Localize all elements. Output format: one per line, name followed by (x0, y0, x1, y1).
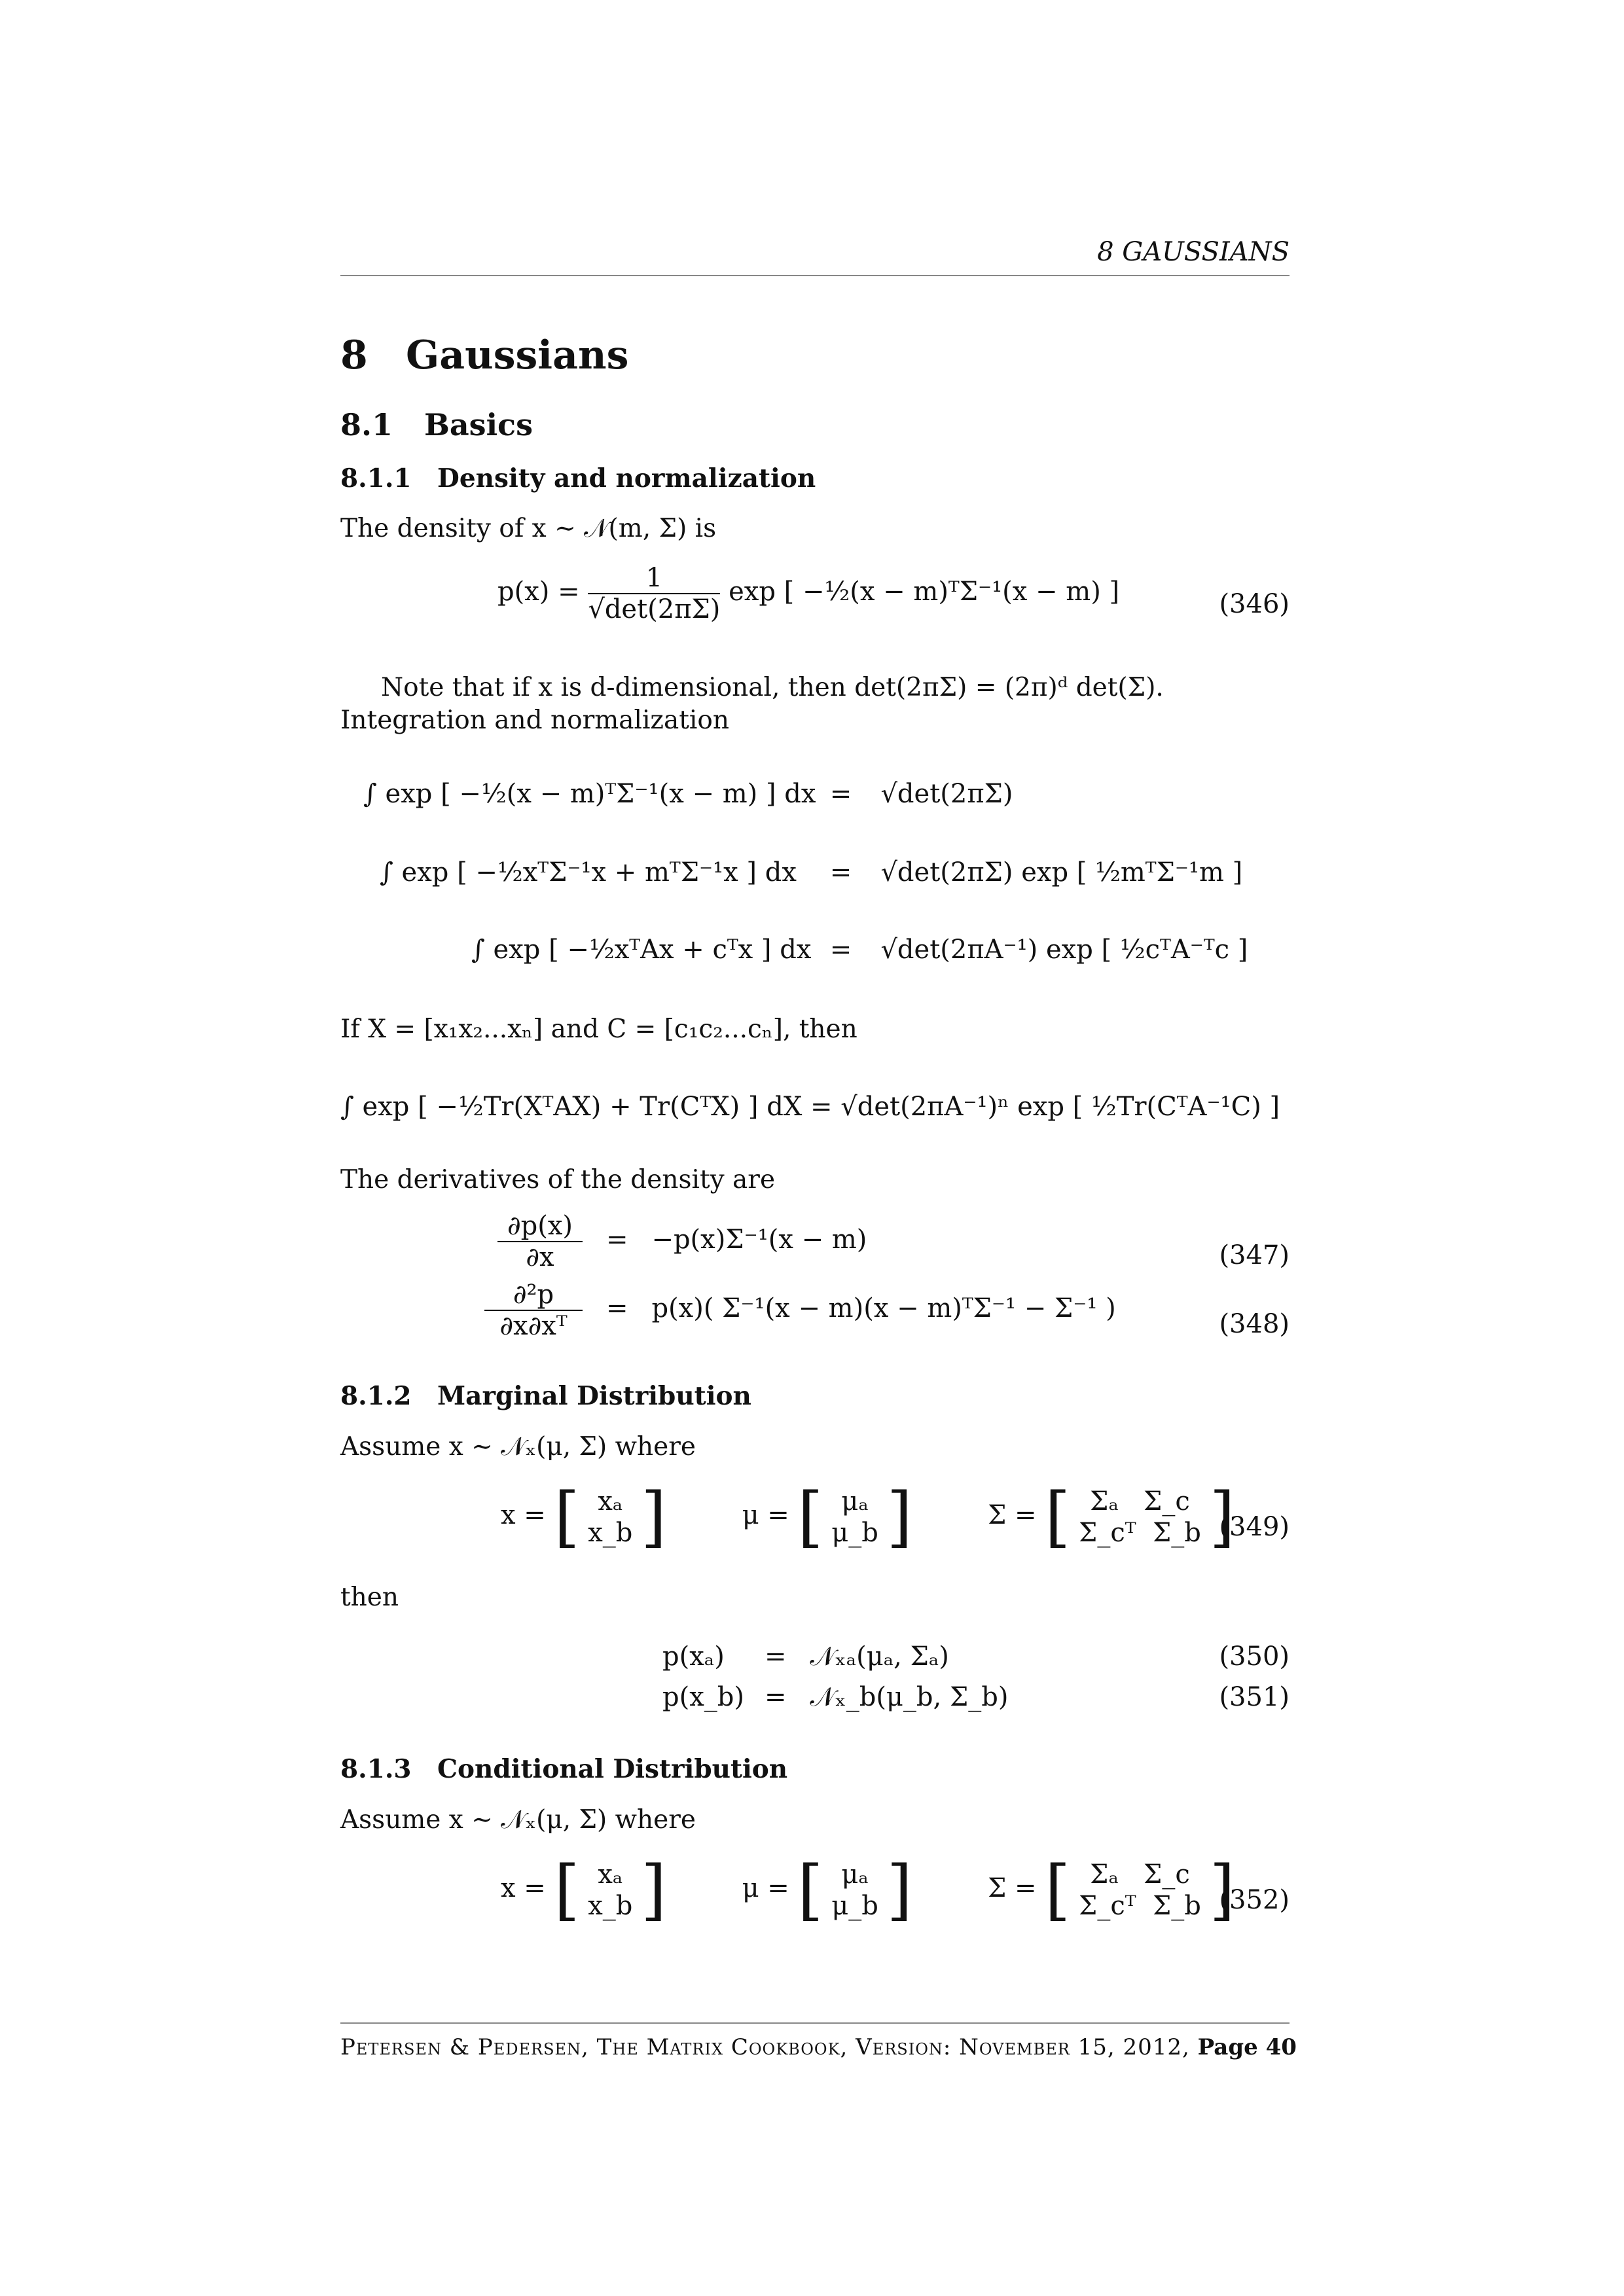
mu-b: μ_b (831, 1518, 878, 1548)
right-bracket: ] (641, 1479, 667, 1555)
equation-352 (501, 1852, 1235, 1928)
footer-citation: Petersen & Pedersen, The Matrix Cookbook, Version: November 15, 2012, (340, 2034, 1190, 2060)
x-a: xₐ (598, 1486, 623, 1516)
note-dimension: Note that if x is d-dimensional, then det(2πΣ) = (2π)ᵈ det(Σ). (381, 673, 1164, 702)
subsubsection-heading-conditional (340, 1754, 787, 1784)
subsubsection-title: Conditional Distribution (437, 1754, 788, 1784)
integral-row-1 (363, 779, 1018, 809)
x-label: x = (501, 1500, 546, 1530)
left-bracket: [ (1045, 1852, 1071, 1928)
sigma-21: Σ_cᵀ (1079, 1891, 1136, 1921)
sigma-21: Σ_cᵀ (1079, 1518, 1136, 1548)
eq348-rhs: p(x)( Σ⁻¹(x − m)(x − m)ᵀΣ⁻¹ − Σ⁻¹ ) (651, 1293, 1116, 1323)
left-bracket: [ (554, 1479, 580, 1555)
eq348-lhs-num: ∂²p (484, 1280, 583, 1311)
eq351-lhs: p(x_b) (662, 1682, 744, 1712)
page-number: Page 40 (1197, 2034, 1297, 2060)
subsubsection-title: Marginal Distribution (437, 1381, 751, 1411)
subsubsection-number: 8.1.2 (340, 1381, 412, 1411)
sigma-matrix (1079, 1859, 1201, 1922)
integral-1-eq: = (829, 779, 852, 809)
left-bracket: [ (797, 1852, 823, 1928)
equation-number-348: (348) (1219, 1309, 1290, 1339)
equation-348 (484, 1280, 1116, 1341)
density-intro: The density of x ∼ 𝒩(m, Σ) is (340, 514, 717, 543)
equation-number-352: (352) (1219, 1885, 1290, 1915)
eq347-eq: = (605, 1225, 628, 1255)
then-text: then (340, 1583, 399, 1612)
note-integration: Integration and normalization (340, 706, 729, 735)
right-bracket: ] (1209, 1852, 1235, 1928)
integral-2-eq: = (829, 857, 852, 888)
eq348-eq: = (605, 1293, 628, 1323)
x-b: x_b (588, 1518, 633, 1548)
header-rule (340, 275, 1290, 276)
sigma-12: Σ_c (1144, 1859, 1190, 1890)
right-bracket: ] (1209, 1479, 1235, 1555)
footer-rule (340, 2022, 1290, 2024)
mu-a: μₐ (841, 1486, 869, 1516)
equation-346 (497, 563, 1119, 624)
footer (340, 2034, 1297, 2060)
section-heading (340, 332, 628, 378)
eq346-denominator: √det(2πΣ) (588, 594, 721, 624)
right-bracket: ] (886, 1479, 912, 1555)
if-line: If X = [x₁x₂...xₙ] and C = [c₁c₂...cₙ], then (340, 1014, 857, 1044)
eq347-lhs-num: ∂p(x) (497, 1211, 583, 1242)
equation-number-349: (349) (1219, 1512, 1290, 1542)
sigma-matrix (1079, 1486, 1201, 1549)
eq346-lhs: p(x) = (497, 577, 580, 607)
eq350-rhs: 𝒩ₓₐ(μₐ, Σₐ) (810, 1641, 949, 1672)
equation-number-350: (350) (1219, 1641, 1290, 1672)
matrix-integral: ∫ exp [ −½Tr(XᵀAX) + Tr(CᵀX) ] dX = √det(2πA⁻¹)ⁿ exp [ ½Tr(CᵀA⁻¹C) ] (340, 1092, 1280, 1122)
equation-350 (662, 1641, 949, 1672)
integral-2-rhs: √det(2πΣ) exp [ ½mᵀΣ⁻¹m ] (880, 857, 1243, 888)
equation-number-351: (351) (1219, 1682, 1290, 1712)
subsubsection-title: Density and normalization (437, 463, 816, 493)
eq348-lhs (484, 1280, 583, 1341)
eq346-rhs: exp [ −½(x − m)ᵀΣ⁻¹(x − m) ] (729, 577, 1120, 607)
eq347-lhs-den: ∂x (526, 1242, 554, 1272)
derivatives-intro: The derivatives of the density are (340, 1165, 776, 1194)
mu-label: μ = (742, 1500, 789, 1530)
x-vector (588, 1859, 632, 1922)
eq347-rhs: −p(x)Σ⁻¹(x − m) (651, 1225, 867, 1255)
integral-2-lhs: ∫ exp [ −½xᵀΣ⁻¹x + mᵀΣ⁻¹x ] dx (380, 857, 797, 888)
sigma-label: Σ = (988, 1873, 1037, 1903)
sigma-label: Σ = (988, 1500, 1037, 1530)
integral-3-eq: = (829, 935, 852, 965)
conditional-intro: Assume x ∼ 𝒩ₓ(μ, Σ) where (340, 1805, 696, 1835)
sigma-11: Σₐ (1090, 1859, 1119, 1890)
x-vector (588, 1486, 632, 1549)
mu-label: μ = (742, 1873, 789, 1903)
integral-row-3 (471, 935, 1248, 965)
mu-b: μ_b (831, 1891, 878, 1921)
sigma-12: Σ_c (1144, 1486, 1190, 1516)
x-label: x = (501, 1873, 546, 1903)
equation-351 (662, 1682, 1008, 1712)
eq346-fraction (588, 563, 720, 624)
subsubsection-number: 8.1.3 (340, 1754, 412, 1784)
x-b: x_b (588, 1891, 633, 1921)
subsection-number: 8.1 (340, 407, 393, 442)
eq350-lhs: p(xₐ) (662, 1641, 725, 1672)
subsubsection-heading-density (340, 463, 816, 493)
eq348-lhs-den: ∂x∂xᵀ (499, 1311, 568, 1341)
right-bracket: ] (886, 1852, 912, 1928)
mu-vector (831, 1859, 878, 1922)
eq351-rhs: 𝒩ₓ_b(μ_b, Σ_b) (810, 1682, 1009, 1712)
eq351-eq: = (764, 1682, 787, 1712)
x-a: xₐ (598, 1859, 623, 1890)
sigma-22: Σ_b (1152, 1518, 1201, 1548)
left-bracket: [ (554, 1852, 580, 1928)
eq346-numerator: 1 (588, 563, 720, 594)
subsection-title: Basics (424, 407, 533, 442)
mu-a: μₐ (841, 1859, 869, 1890)
equation-347 (497, 1211, 867, 1272)
integral-3-lhs: ∫ exp [ −½xᵀAx + cᵀx ] dx (471, 935, 812, 965)
mu-vector (831, 1486, 878, 1549)
section-number: 8 (340, 332, 368, 378)
subsection-heading (340, 407, 533, 442)
subsubsection-heading-marginal (340, 1381, 751, 1411)
section-title: Gaussians (406, 332, 629, 378)
equation-number-347: (347) (1219, 1240, 1290, 1270)
integral-1-rhs: √det(2πΣ) (880, 779, 1013, 809)
equation-349 (501, 1479, 1235, 1555)
left-bracket: [ (797, 1479, 823, 1555)
integral-1-lhs: ∫ exp [ −½(x − m)ᵀΣ⁻¹(x − m) ] dx (363, 779, 816, 809)
sigma-22: Σ_b (1152, 1891, 1201, 1921)
eq350-eq: = (764, 1641, 787, 1672)
integral-3-rhs: √det(2πA⁻¹) exp [ ½cᵀA⁻ᵀc ] (880, 935, 1248, 965)
right-bracket: ] (641, 1852, 667, 1928)
equation-number-346: (346) (1219, 589, 1290, 619)
integral-row-2 (380, 857, 1242, 888)
marginal-intro: Assume x ∼ 𝒩ₓ(μ, Σ) where (340, 1432, 696, 1462)
running-header: 8 GAUSSIANS (1097, 237, 1290, 267)
sigma-11: Σₐ (1090, 1486, 1119, 1516)
eq347-lhs (497, 1211, 583, 1272)
left-bracket: [ (1045, 1479, 1071, 1555)
subsubsection-number: 8.1.1 (340, 463, 412, 493)
